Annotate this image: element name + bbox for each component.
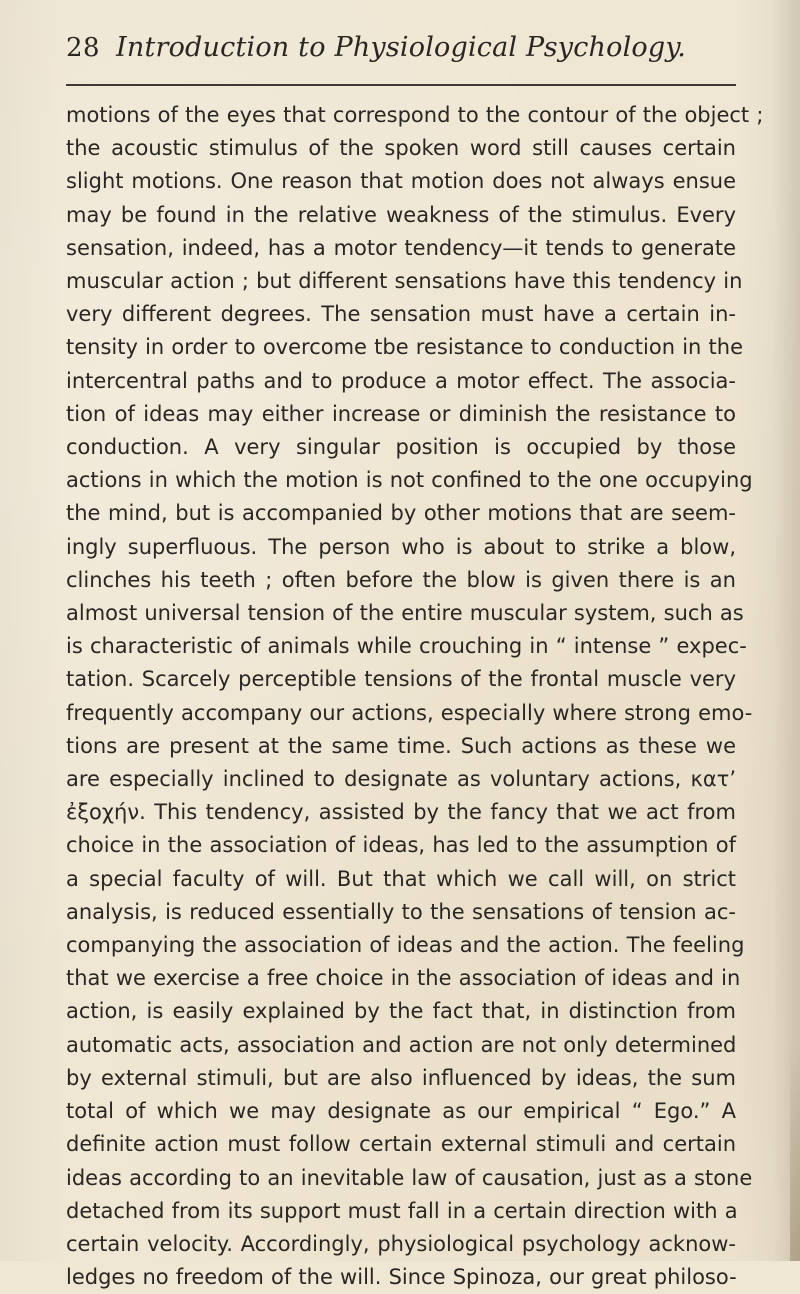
text-line: conduction. A very singular position is occupied by those	[66, 435, 736, 460]
text-line: actions in which the motion is not confined to the one occupying	[66, 468, 753, 493]
body-text	[66, 99, 764, 1290]
text-line: muscular action ; but different sensations have this tendency in	[66, 269, 743, 294]
text-line: ledges no freedom of the will. Since Spinoza, our great philoso-	[66, 1265, 737, 1290]
page-header	[66, 26, 736, 70]
text-line: tation. Scarcely perceptible tensions of the frontal muscle very	[66, 667, 736, 692]
text-line: sensation, indeed, has a motor tendency—it tends to generate	[66, 235, 736, 260]
text-line: very different degrees. The sensation must have a certain in-	[66, 302, 736, 327]
text-line: may be found in the relative weakness of the stimulus. Every	[66, 202, 736, 227]
text-line: the acoustic stimulus of the spoken word still causes certain	[66, 136, 736, 161]
text-line: is characteristic of animals while crouching in “ intense ” expec-	[66, 634, 747, 659]
text-line: choice in the association of ideas, has led to the assumption of	[66, 833, 736, 858]
text-line: ideas according to an inevitable law of causation, just as a stone	[66, 1165, 753, 1190]
text-line: a special faculty of will. But that which we call will, on strict	[66, 866, 736, 891]
text-line: motions of the eyes that correspond to the contour of the object ;	[66, 103, 764, 127]
text-line: automatic acts, association and action are not only determined	[66, 1032, 737, 1057]
text-line: total of which we may designate as our empirical “ Ego.” A	[66, 1099, 736, 1124]
text-line: the mind, but is accompanied by other motions that are seem-	[66, 501, 736, 526]
text-line: tions are present at the same time. Such actions as these we	[66, 733, 736, 758]
text-line: ingly superfluous. The person who is about to strike a blow,	[66, 534, 736, 559]
text-line: tion of ideas may either increase or diminish the resistance to	[66, 401, 736, 426]
page-number: 28	[66, 33, 101, 63]
text-line: companying the association of ideas and the action. The feeling	[66, 933, 745, 958]
running-head-title: Introduction to Physiological Psychology.	[115, 32, 686, 63]
text-line: ἐξοχήν. This tendency, assisted by the fancy that we act from	[66, 800, 736, 825]
text-line: analysis, is reduced essentially to the sensations of tension ac-	[66, 899, 736, 924]
text-line: action, is easily explained by the fact that, in distinction from	[66, 999, 736, 1024]
text-line: by external stimuli, but are also influenced by ideas, the sum	[66, 1065, 736, 1090]
text-line: almost universal tension of the entire muscular system, such as	[66, 601, 744, 626]
text-line: slight motions. One reason that motion does not always ensue	[66, 169, 736, 194]
page-edge-stain	[790, 1041, 800, 1261]
text-line: detached from its support must fall in a certain direction with a	[66, 1198, 738, 1223]
text-line: frequently accompany our actions, especially where strong emo-	[66, 700, 753, 725]
text-line: are especially inclined to designate as voluntary actions, κατ’	[66, 767, 736, 792]
text-line: certain velocity. Accordingly, physiological psychology acknow-	[66, 1231, 736, 1256]
text-line: intercentral paths and to produce a motor effect. The associa-	[66, 368, 736, 393]
header-rule	[66, 84, 736, 86]
text-line: clinches his teeth ; often before the blow is given there is an	[66, 567, 736, 592]
text-line: definite action must follow certain external stimuli and certain	[66, 1132, 736, 1157]
text-line: tensity in order to overcome tbe resistance to conduction in the	[66, 335, 743, 360]
text-line: that we exercise a free choice in the association of ideas and in	[66, 966, 741, 991]
